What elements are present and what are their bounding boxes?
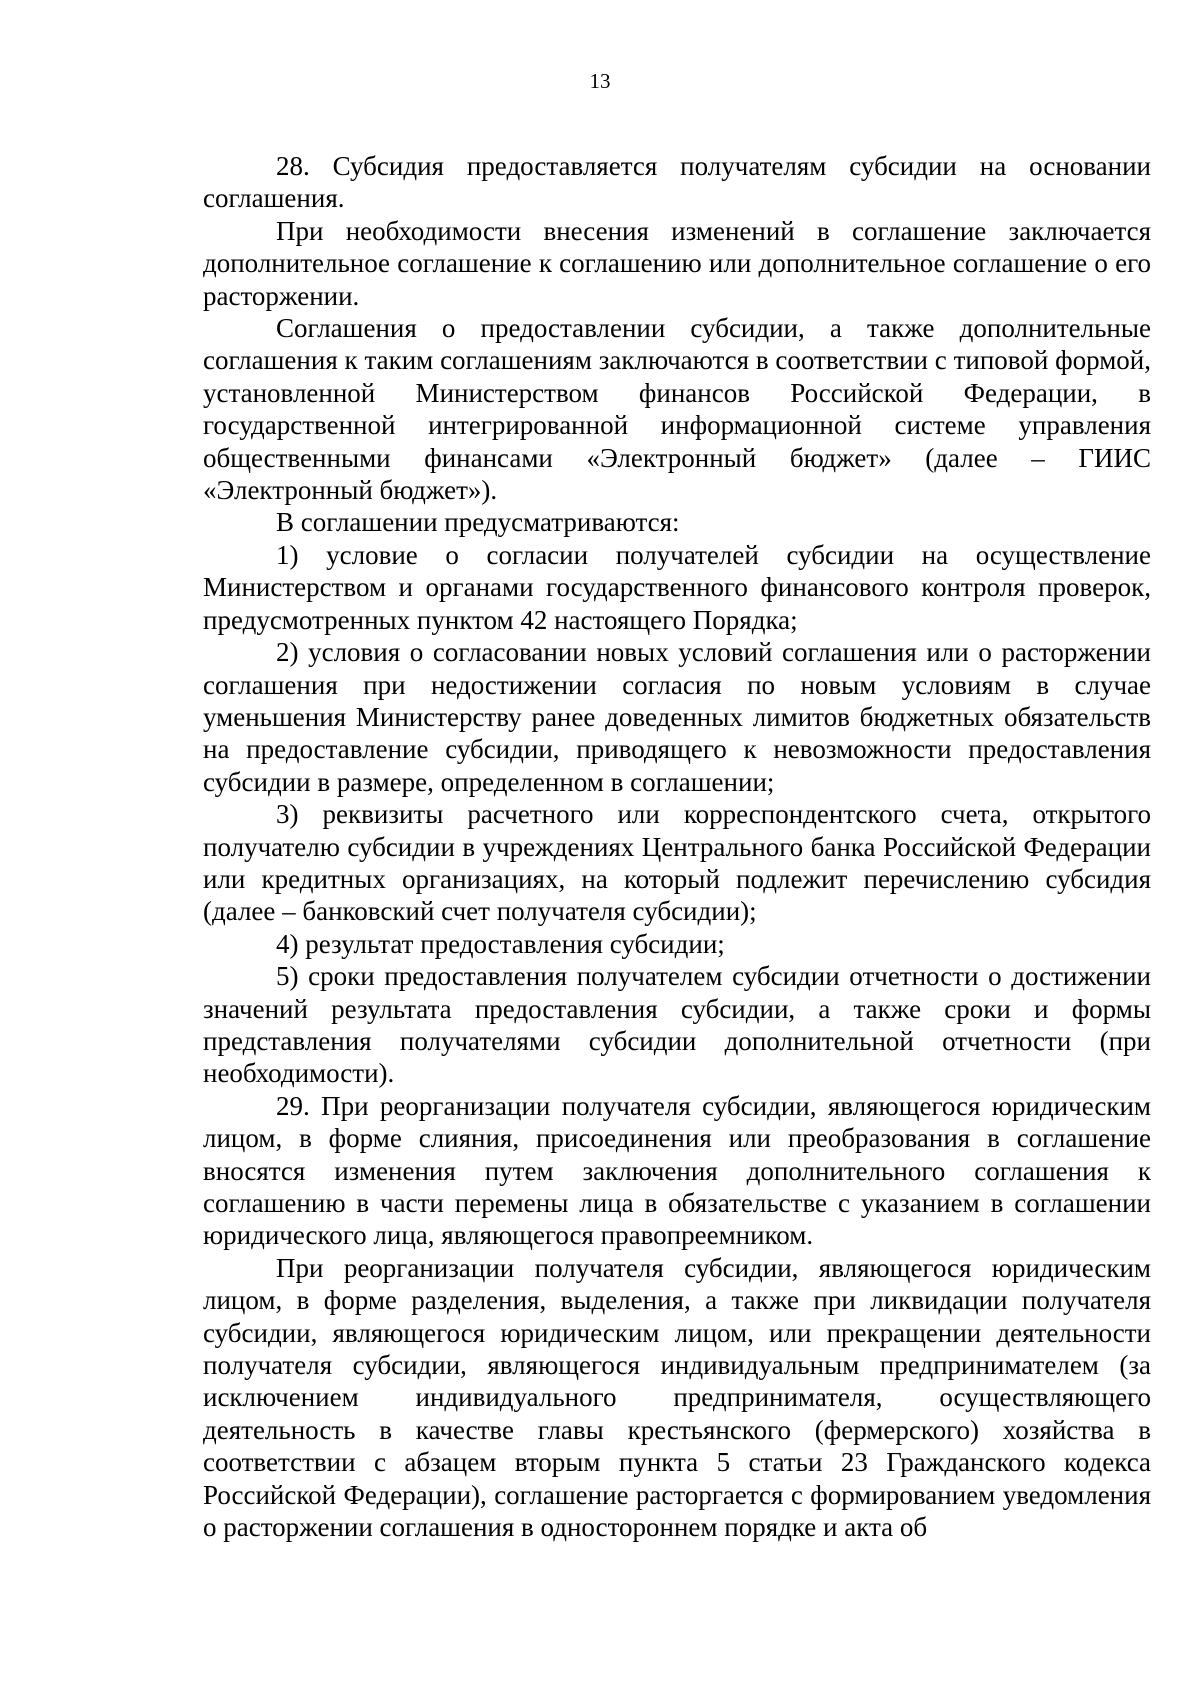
paragraph-agreement-form: Соглашения о предоставлении субсидии, а также дополнительные соглашения к таким соглашениям заключаются в соответствии с типовой формой, установленной Министерством финансов Российской Федерации, в государственной интегрированной информационной системе управления общественными финансами «Электронный бюджет» (далее – ГИИС «Электронный бюджет»). [203, 313, 1151, 506]
list-item-2: 2) условия о согласовании новых условий соглашения или о расторжении соглашения при недостижении согласия по новым условиям в случае уменьшения Министерству ранее доведенных лимитов бюджетных обязательств на предоставление субсидии, приводящего к невозможности предоставления субсидии в размере, определенном в соглашении; [203, 637, 1151, 797]
paragraph-agreement-provisions: В соглашении предусматриваются: [276, 507, 680, 538]
document-body [203, 150, 1151, 1543]
paragraph-termination: При реорганизации получателя субсидии, являющегося юридическим лицом, в форме разделения, выделения, а также при ликвидации получателя субсидии, являющегося юридическим лицом, или прекращении деятельности получателя субсидии, являющегося индивидуальным предпринимателем (за исключением индивидуального предпринимателя, осуществляющего деятельность в качестве главы крестьянского (фермерского) хозяйства в соответствии с абзацем вторым пункта 5 статьи 23 Гражданского кодекса Российской Федерации), соглашение расторгается с формированием уведомления о расторжении соглашения в одностороннем порядке и акта об [203, 1252, 1151, 1543]
list-item-3: 3) реквизиты расчетного или корреспондентского счета, открытого получателю субсидии в учреждениях Центрального банка Российской Федерации или кредитных организациях, на который подлежит перечислению субсидия (далее – банковский счет получателя субсидии); [203, 799, 1151, 927]
paragraph-amendments: При необходимости внесения изменений в соглашение заключается дополнительное соглашение к соглашению или дополнительное соглашение о его расторжении. [203, 215, 1151, 311]
list-item-5: 5) сроки предоставления получателем субсидии отчетности о достижении значений результата предоставления субсидии, а также сроки и формы представления получателями субсидии дополнительной отчетности (при необходимости). [203, 961, 1151, 1089]
paragraph-29-reorganization: 29. При реорганизации получателя субсидии, являющегося юридическим лицом, в форме слияния, присоединения или преобразования в соглашение вносятся изменения путем заключения дополнительного соглашения к соглашению в части перемены лица в обязательстве с указанием в соглашении юридического лица, являющегося правопреемником. [203, 1090, 1151, 1251]
list-item-1: 1) условие о согласии получателей субсидии на осуществление Министерством и органами государственного финансового контроля проверок, предусмотренных пунктом 42 настоящего Порядка; [203, 539, 1151, 635]
page-number: 13 [589, 69, 611, 93]
paragraph-28-subsidy-basis: 28. Субсидия предоставляется получателям субсидии на основании соглашения. [203, 151, 1151, 214]
list-item-4: 4) результат предоставления субсидии; [276, 928, 725, 959]
